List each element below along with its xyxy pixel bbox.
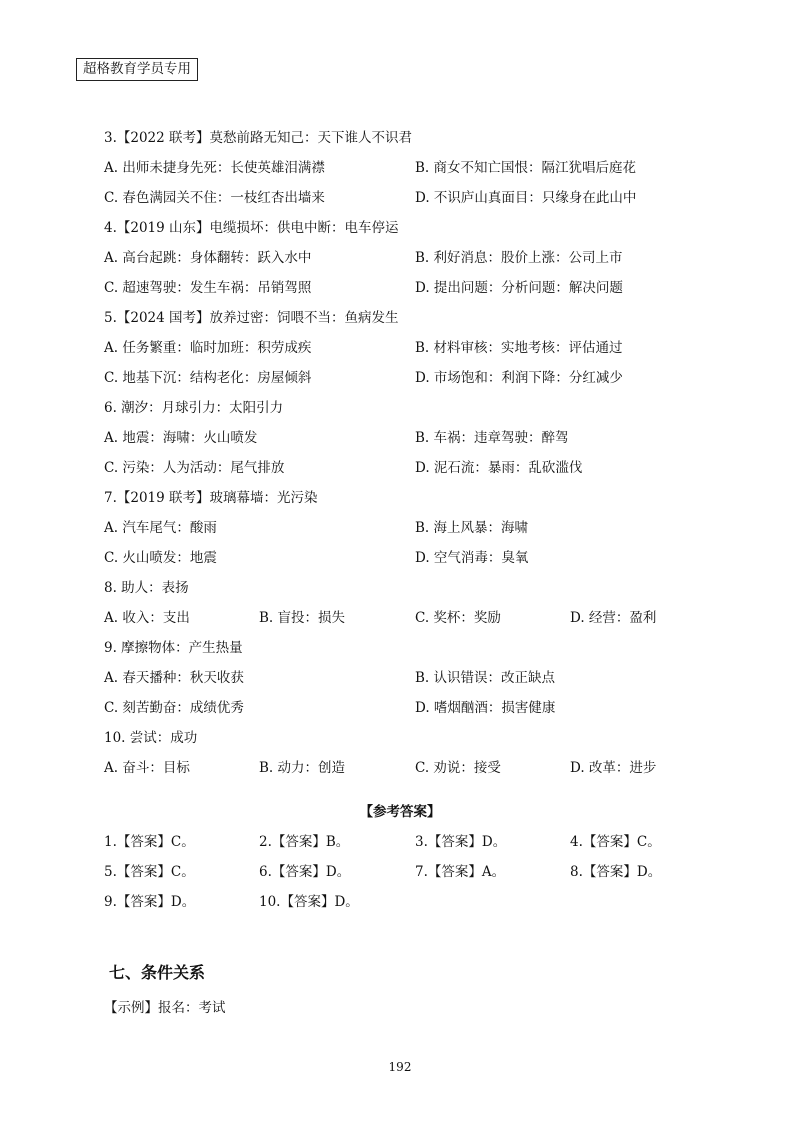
option-b: B. 商女不知亡国恨：隔江犹唱后庭花 bbox=[415, 160, 637, 176]
page-number: 192 bbox=[388, 1060, 412, 1074]
answer-item: 9.【答案】D。 bbox=[104, 894, 196, 910]
option-d: D. 市场饱和：利润下降：分红减少 bbox=[415, 370, 623, 386]
option-row bbox=[104, 517, 724, 539]
answer-item: 3.【答案】D。 bbox=[415, 834, 507, 850]
question-5-stem: 5.【2024 国考】放养过密：饲喂不当：鱼病发生 bbox=[104, 310, 399, 326]
option-d: D. 提出问题：分析问题：解决问题 bbox=[415, 280, 623, 296]
answer-row bbox=[104, 861, 724, 883]
question-stem bbox=[104, 307, 724, 329]
option-a: A. 任务繁重：临时加班：积劳成疾 bbox=[104, 340, 312, 356]
option-a: A. 汽车尾气：酸雨 bbox=[104, 520, 217, 536]
question-10-stem: 10. 尝试：成功 bbox=[104, 730, 198, 746]
option-a: A. 高台起跳：身体翻转：跃入水中 bbox=[104, 250, 312, 266]
option-c: C. 刻苦勤奋：成绩优秀 bbox=[104, 700, 244, 716]
option-a: A. 地震：海啸：火山喷发 bbox=[104, 430, 258, 446]
option-c: C. 奖杯：奖励 bbox=[415, 610, 501, 626]
option-b: B. 利好消息：股价上涨：公司上市 bbox=[415, 250, 623, 266]
option-d: D. 嗜烟酗酒：损害健康 bbox=[415, 700, 556, 716]
option-row bbox=[104, 547, 724, 569]
question-3-stem: 3.【2022 联考】莫愁前路无知己：天下谁人不识君 bbox=[104, 130, 413, 146]
answer-item: 5.【答案】C。 bbox=[104, 864, 195, 880]
option-row bbox=[104, 427, 724, 449]
option-row bbox=[104, 367, 724, 389]
question-4-stem: 4.【2019 山东】电缆损坏：供电中断：电车停运 bbox=[104, 220, 399, 236]
option-a: A. 收入：支出 bbox=[104, 610, 190, 626]
option-c: C. 地基下沉：结构老化：房屋倾斜 bbox=[104, 370, 312, 386]
answer-item: 2.【答案】B。 bbox=[259, 834, 350, 850]
question-7-stem: 7.【2019 联考】玻璃幕墙：光污染 bbox=[104, 490, 318, 506]
option-row bbox=[104, 667, 724, 689]
option-b: B. 盲投：损失 bbox=[259, 610, 346, 626]
header-tag: 超格教育学员专用 bbox=[76, 58, 198, 81]
answers-title: 【参考答案】 bbox=[359, 804, 441, 820]
question-stem bbox=[104, 127, 724, 149]
option-c: C. 春色满园关不住：一枝红杏出墙来 bbox=[104, 190, 325, 206]
option-d: D. 泥石流：暴雨：乱砍滥伐 bbox=[415, 460, 583, 476]
option-a: A. 春天播种：秋天收获 bbox=[104, 670, 244, 686]
question-stem bbox=[104, 217, 724, 239]
answer-item: 1.【答案】C。 bbox=[104, 834, 195, 850]
question-stem bbox=[104, 397, 724, 419]
option-a: A. 出师未捷身先死：长使英雄泪满襟 bbox=[104, 160, 325, 176]
option-b: B. 海上风暴：海啸 bbox=[415, 520, 529, 536]
option-row bbox=[104, 607, 724, 629]
option-d: D. 改革：进步 bbox=[570, 760, 657, 776]
question-stem bbox=[104, 487, 724, 509]
option-row bbox=[104, 337, 724, 359]
question-stem bbox=[104, 577, 724, 599]
option-row bbox=[104, 157, 724, 179]
option-row bbox=[104, 277, 724, 299]
question-stem bbox=[104, 637, 724, 659]
option-b: B. 车祸：违章驾驶：醉驾 bbox=[415, 430, 569, 446]
option-row bbox=[104, 757, 724, 779]
option-d: D. 经营：盈利 bbox=[570, 610, 657, 626]
option-row bbox=[104, 697, 724, 719]
section-title: 七、条件关系 bbox=[109, 963, 206, 982]
option-c: C. 劝说：接受 bbox=[415, 760, 501, 776]
option-d: D. 空气消毒：臭氧 bbox=[415, 550, 529, 566]
answer-item: 6.【答案】D。 bbox=[259, 864, 351, 880]
question-stem bbox=[104, 727, 724, 749]
answer-row bbox=[104, 831, 724, 853]
answer-item: 8.【答案】D。 bbox=[570, 864, 662, 880]
question-6-stem: 6. 潮汐：月球引力：太阳引力 bbox=[104, 400, 284, 416]
answer-row bbox=[104, 891, 724, 913]
option-c: C. 火山喷发：地震 bbox=[104, 550, 217, 566]
answer-item: 4.【答案】C。 bbox=[570, 834, 661, 850]
answer-item: 10.【答案】D。 bbox=[259, 894, 359, 910]
option-a: A. 奋斗：目标 bbox=[104, 760, 190, 776]
answer-item: 7.【答案】A。 bbox=[415, 864, 506, 880]
question-9-stem: 9. 摩擦物体：产生热量 bbox=[104, 640, 243, 656]
option-d: D. 不识庐山真面目：只缘身在此山中 bbox=[415, 190, 637, 206]
option-c: C. 超速驾驶：发生车祸：吊销驾照 bbox=[104, 280, 312, 296]
question-8-stem: 8. 助人：表扬 bbox=[104, 580, 189, 596]
option-row bbox=[104, 247, 724, 269]
option-row bbox=[104, 187, 724, 209]
option-b: B. 材料审核：实地考核：评估通过 bbox=[415, 340, 623, 356]
option-b: B. 动力：创造 bbox=[259, 760, 346, 776]
section-example: 【示例】报名：考试 bbox=[104, 1000, 226, 1016]
option-row bbox=[104, 457, 724, 479]
option-b: B. 认识错误：改正缺点 bbox=[415, 670, 556, 686]
option-c: C. 污染：人为活动：尾气排放 bbox=[104, 460, 285, 476]
